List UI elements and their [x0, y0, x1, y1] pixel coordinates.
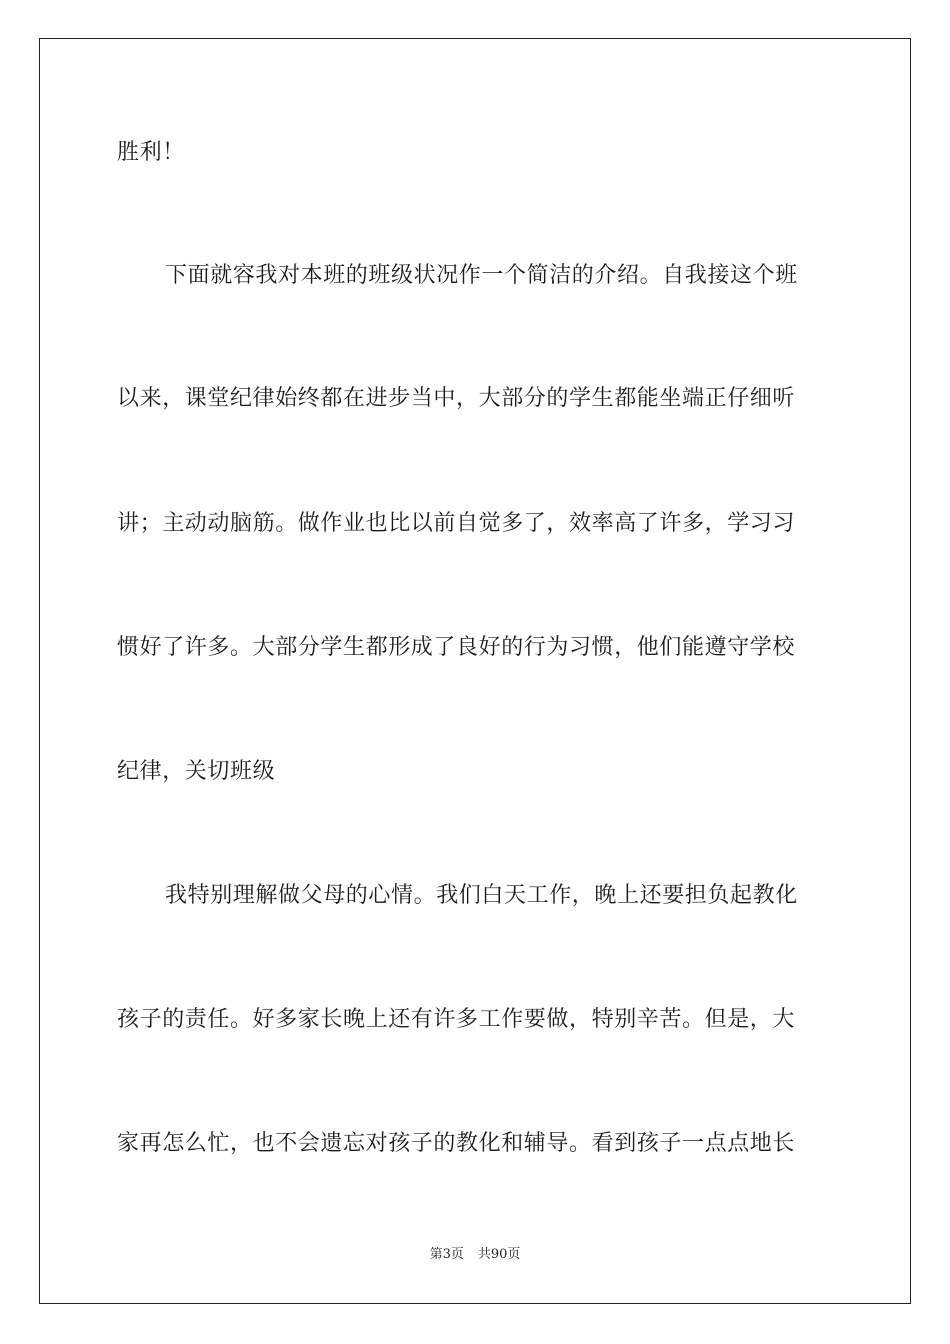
- text-line-7: 我特别理解做父母的心情。我们白天工作，晚上还要担负起教化: [165, 883, 798, 908]
- text-line-1: 胜利！: [117, 140, 185, 165]
- text-line-3: 以来，课堂纪律始终都在进步当中，大部分的学生都能坐端正仔细听: [117, 386, 796, 411]
- text-line-4: 讲；主动动脑筋。做作业也比以前自觉多了，效率高了许多，学习习: [117, 511, 796, 536]
- text-line-9: 家再怎么忙，也不会遗忘对孩子的教化和辅导。看到孩子一点点地长: [117, 1131, 796, 1156]
- text-line-8: 孩子的责任。好多家长晚上还有许多工作要做，特别辛苦。但是，大: [117, 1007, 796, 1032]
- page-number: 第3页: [429, 1247, 464, 1262]
- page-frame: [39, 38, 911, 1304]
- text-line-2: 下面就容我对本班的班级状况作一个简洁的介绍。自我接这个班: [165, 263, 798, 288]
- text-line-5: 惯好了许多。大部分学生都形成了良好的行为习惯，他们能遵守学校: [117, 635, 796, 660]
- text-line-6: 纪律，关切班级: [117, 759, 276, 784]
- page-footer: [0, 1246, 950, 1264]
- page-total: 共90页: [477, 1247, 521, 1262]
